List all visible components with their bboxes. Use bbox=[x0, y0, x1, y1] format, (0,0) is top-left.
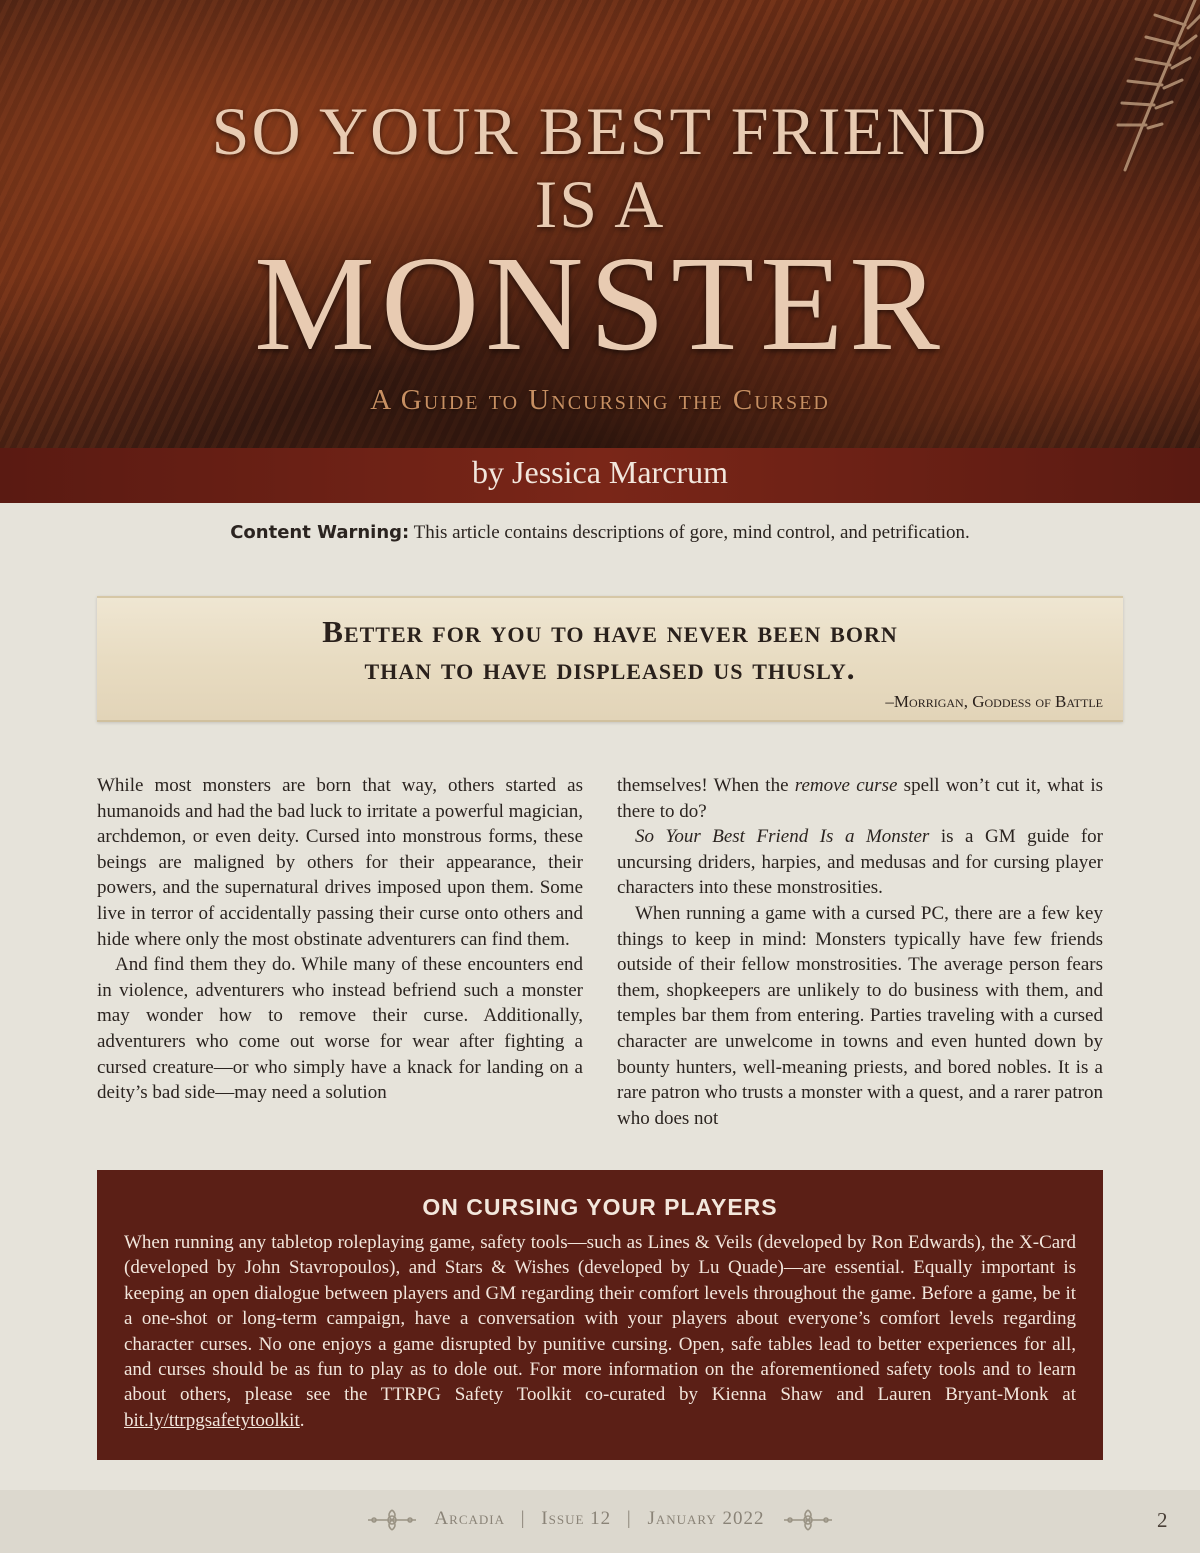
body-column-right bbox=[617, 773, 1103, 1131]
footer bbox=[0, 1508, 1200, 1531]
quote-line-2: than to have displeased us thusly. bbox=[364, 651, 856, 686]
sidebar-box bbox=[97, 1170, 1103, 1460]
issue-number: Issue 12 bbox=[541, 1508, 612, 1529]
issue-date: January 2022 bbox=[647, 1508, 765, 1529]
content-warning-label: Content Warning: bbox=[230, 522, 410, 543]
footer-separator: | bbox=[520, 1508, 526, 1529]
page-number: 2 bbox=[1157, 1508, 1168, 1532]
title-line-3: MONSTER bbox=[254, 229, 946, 379]
subtitle: A Guide to Uncursing the Cursed bbox=[370, 384, 830, 416]
quote-banner bbox=[97, 596, 1123, 722]
sidebar-body: When running any tabletop roleplaying game, safety tools—such as Lines & Veils (developed by Ron Edwards), the X-Card (developed by John Stavropoulos), and Stars & Wishes (developed by Lu Quade)—are essential. Equally important is keeping an open dialogue between players and GM regarding their comfort levels throughout the game. Before a game, be it a one-shot or long-term campaign, have a conversation with your players about everyone’s comfort levels regarding character curses. No one enjoys a game disrupted by punitive cursing. Open, safe tables lead to better experiences for all, and curses should be as fun to play as to dole out. For more information on the aforementioned safety tools and to learn about others, please see the TTRPG Safety Toolkit co-curated by Kienna Shaw and Lauren Bryant-Monk at bbox=[124, 1232, 1076, 1406]
paragraph-cursed-pc: When running a game with a cursed PC, there are a few key things to keep in mind: Monsters typically have few friends outside of their fellow monstrosities. The average person fears them, shopkeepers are unlikely to do business with them, and temples bar them from entering. Parties traveling with a cursed character are unwelcome in towns and even hunted down by bounty hunters, well-meaning priests, and bored nobles. It is a rare patron who trusts a monster with a quest, and a rarer patron who does not bbox=[617, 902, 1103, 1129]
footer-separator: | bbox=[626, 1508, 632, 1529]
title-line-2: IS A bbox=[534, 166, 666, 242]
content-warning-text: This article contains descriptions of gore, mind control, and petrification. bbox=[409, 522, 970, 543]
sidebar-text bbox=[124, 1230, 1076, 1433]
flourish-right-icon bbox=[782, 1509, 834, 1531]
byline: by Jessica Marcrum bbox=[472, 454, 728, 490]
sidebar-title: ON CURSING YOUR PLAYERS bbox=[422, 1194, 778, 1220]
text-span: themselves! When the bbox=[617, 775, 795, 796]
toolkit-link[interactable]: bit.ly/ttrpgsafetytoolkit bbox=[124, 1409, 300, 1431]
publication-name: Arcadia bbox=[434, 1508, 505, 1529]
paragraph-remove-curse bbox=[617, 773, 1103, 824]
header-banner bbox=[0, 0, 1200, 503]
text-span: is a GM guide for uncursing driders, harpies, and medusas and for cursing player characters into these monstrosities. bbox=[617, 826, 1103, 899]
sidebar-end: . bbox=[299, 1409, 305, 1431]
book-title: So Your Best Friend Is a Monster bbox=[635, 826, 930, 848]
text-span: spell won’t cut it, what is there to do? bbox=[617, 775, 1103, 822]
spell-name: remove curse bbox=[794, 775, 898, 796]
paragraph-find-them: And find them they do. While many of these encounters end in violence, adventurers who instead befriend such a monster may wonder how to remove their curse. Additionally, adventurers who come out worse for wear after fighting a cursed creature—or who simply have a knack for landing on a deity’s bad side—may need a solution bbox=[97, 954, 583, 1104]
quote-line-1: Better for you to have never been born bbox=[322, 614, 898, 649]
paragraph-intro: While most monsters are born that way, others started as humanoids and had the bad luck to irritate a powerful magician, archdemon, or even deity. Cursed into monstrous forms, these beings are maligned by others for their appearance, their powers, and the supernatural drives imposed upon them. Some live in terror of accidentally passing their curse onto others and hide where only the most obstinate adventurers can find them. bbox=[97, 775, 583, 950]
title-line-1: SO YOUR BEST FRIEND bbox=[211, 93, 989, 169]
body-column-left bbox=[97, 773, 583, 1106]
quote-attribution: –Morrigan, Goddess of Battle bbox=[885, 692, 1103, 711]
content-warning bbox=[0, 522, 1200, 544]
paragraph-guide bbox=[617, 824, 1103, 901]
flourish-left-icon bbox=[366, 1509, 418, 1531]
